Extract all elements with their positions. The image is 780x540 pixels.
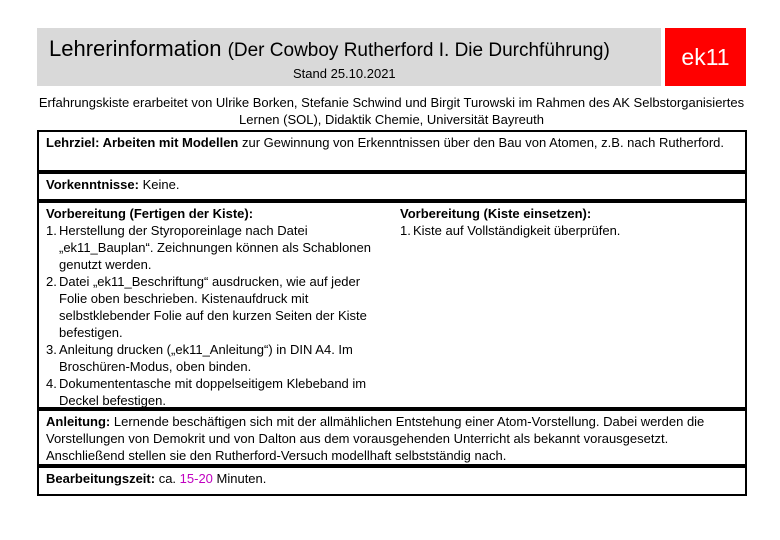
prep-use-list <box>400 222 740 239</box>
list-text: Herstellung der Styroporeinlage nach Datei „ek11_Bauplan“. Zeichnungen können als Schablonen genutzt werden. <box>59 223 371 272</box>
learning-goal-label: Lehrziel: Arbeiten mit Modellen <box>46 135 239 150</box>
list-item <box>400 222 740 239</box>
credit-text: Erfahrungskiste erarbeitet von Ulrike Borken, Stefanie Schwind und Birgit Turowski im Rahmen des AK Selbstorganisiertes Lernen (SOL), Didaktik Chemie, Universität Bayreuth <box>38 95 745 127</box>
list-text: Kiste auf Vollständigkeit überprüfen. <box>413 223 621 238</box>
list-number: 1. <box>400 223 411 238</box>
instruction-box <box>37 409 747 466</box>
header-bar <box>37 28 661 86</box>
kit-code-badge: ek11 <box>665 28 746 86</box>
list-text: Datei „ek11_Beschriftung“ ausdrucken, wie auf jeder Folie oben beschrieben. Kistenaufdruck mit selbstklebender Folie auf den kurzen Seiten der Kiste befestigen. <box>59 274 367 340</box>
list-number: 4. <box>46 376 57 391</box>
list-item <box>46 341 391 375</box>
prep-kit-column <box>46 205 391 409</box>
duration-suffix: Minuten. <box>212 471 267 486</box>
list-number: 3. <box>46 342 57 357</box>
prior-knowledge-label: Vorkenntnisse: <box>46 177 139 192</box>
prep-use-column <box>400 205 740 239</box>
list-text: Anleitung drucken („ek11_Anleitung“) in DIN A4. Im Broschüren-Modus, oben binden. <box>59 342 353 374</box>
learning-goal-text: zur Gewinnung von Erkenntnissen über den Bau von Atomen, z.B. nach Rutherford. <box>238 135 724 150</box>
title-main: Lehrerinformation <box>49 36 222 61</box>
prep-kit-heading: Vorbereitung (Fertigen der Kiste): <box>46 206 254 221</box>
duration-box <box>37 466 747 496</box>
list-item <box>46 273 391 341</box>
instruction-label: Anleitung: <box>46 414 111 429</box>
title-subtitle: (Der Cowboy Rutherford I. Die Durchführung) <box>227 40 610 61</box>
list-number: 1. <box>46 223 57 238</box>
list-number: 2. <box>46 274 57 289</box>
instruction-text: Lernende beschäftigen sich mit der allmählichen Entstehung einer Atom-Vorstellung. Dabei werden die Vorstellungen von Demokrit und von Dalton aus dem vorausgehenden Unterricht als bekannt vorausgesetzt. Anschließend stellen sie den Rutherford-Versuch modellhaft selbstständig nach. <box>46 414 705 463</box>
prior-knowledge-text: Keine. <box>138 177 180 192</box>
prep-kit-list <box>46 222 391 409</box>
list-item <box>46 222 391 273</box>
page-title <box>49 36 610 62</box>
duration-label: Bearbeitungszeit: <box>46 471 156 486</box>
prep-use-heading: Vorbereitung (Kiste einsetzen): <box>400 206 592 221</box>
duration-value: 15-20 <box>179 471 213 486</box>
duration-prefix: ca. <box>155 471 180 486</box>
learning-goal-box <box>37 130 747 172</box>
date-stamp: Stand 25.10.2021 <box>293 66 396 81</box>
list-item <box>46 375 391 409</box>
preparation-box <box>37 201 747 409</box>
list-text: Dokumententasche mit doppelseitigem Klebeband im Deckel befestigen. <box>59 376 367 408</box>
prior-knowledge-box <box>37 172 747 201</box>
